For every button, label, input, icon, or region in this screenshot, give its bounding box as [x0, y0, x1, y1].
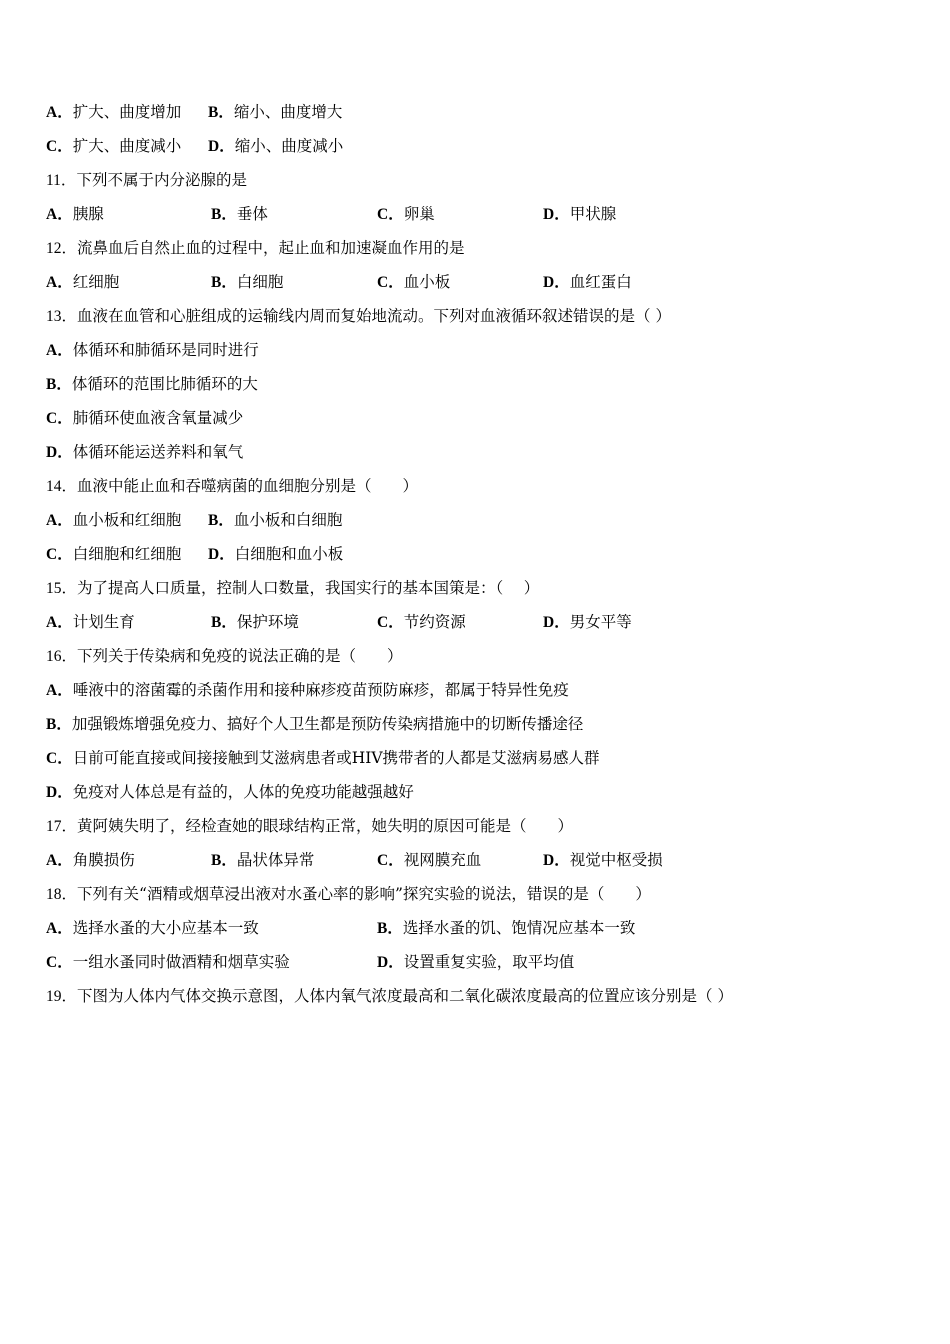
option-label: B． — [208, 512, 234, 529]
q15-option-b — [211, 610, 299, 635]
q16-option-a — [46, 678, 569, 702]
option-label: D． — [208, 546, 235, 563]
q16-option-b — [46, 712, 583, 736]
q16-option-c — [46, 746, 600, 770]
q11-option-c — [377, 202, 435, 227]
q11-option-d — [543, 202, 616, 227]
option-text: 日前可能直接或间接接触到艾滋病患者或HIV携带者的人都是艾滋病易感人群 — [72, 749, 600, 767]
option-label: D． — [377, 954, 404, 971]
option-text: 唾液中的溶菌霉的杀菌作用和接种麻疹疫苗预防麻疹，都属于特异性免疫 — [72, 681, 569, 699]
option-text: 卵巢 — [403, 205, 435, 223]
option-label: D． — [208, 138, 235, 155]
q18-option-d — [377, 950, 574, 975]
question-18 — [46, 882, 651, 906]
option-text: 保护环境 — [236, 613, 299, 631]
option-text: 设置重复实验，取平均值 — [403, 953, 575, 971]
option-label: A． — [46, 682, 73, 699]
q13-option-a — [46, 338, 259, 362]
option-text: 白细胞和红细胞 — [72, 545, 182, 563]
q12-option-b — [211, 270, 283, 295]
question-number: 19． — [46, 988, 78, 1005]
q17-option-a — [46, 848, 135, 873]
option-text: 晶状体异常 — [236, 851, 315, 869]
question-text: 下列不属于内分泌腺的是 — [76, 171, 247, 189]
option-text: 扩大、曲度减小 — [72, 137, 182, 155]
option-label: C． — [377, 274, 404, 291]
question-text: 为了提高人口质量，控制人口数量，我国实行的基本国策是：（ ） — [77, 579, 540, 597]
q11-option-b — [211, 202, 268, 227]
question-13 — [46, 304, 671, 328]
option-label: D． — [543, 614, 570, 631]
option-text: 选择水蚤的大小应基本一致 — [72, 919, 259, 937]
q15-option-c — [377, 610, 466, 635]
option-text: 血小板和红细胞 — [72, 511, 182, 529]
option-label: A． — [46, 274, 73, 291]
option-label: B． — [208, 104, 234, 121]
option-text: 体循环的范围比肺循环的大 — [71, 375, 258, 393]
option-label: C． — [377, 206, 404, 223]
option-text: 缩小、曲度减小 — [234, 137, 344, 155]
question-text: 下列关于传染病和免疫的说法正确的是（ ） — [77, 647, 403, 665]
option-label: B． — [211, 206, 237, 223]
q11-option-a — [46, 202, 104, 227]
question-text: 下列有关“酒精或烟草浸出液对水蚤心率的影响”探究实验的说法，错误的是（ ） — [77, 885, 651, 903]
option-text: 白细胞和血小板 — [234, 545, 344, 563]
q18-option-c — [46, 950, 290, 975]
option-text: 缩小、曲度增大 — [233, 103, 343, 121]
option-text: 角膜损伤 — [72, 851, 135, 869]
option-label: B． — [377, 920, 403, 937]
option-text: 免疫对人体总是有益的，人体的免疫功能越强越好 — [72, 783, 414, 801]
option-text: 选择水蚤的饥、饱情况应基本一致 — [402, 919, 636, 937]
option-text: 血小板和白细胞 — [233, 511, 343, 529]
question-17 — [46, 814, 573, 838]
option-text: 红细胞 — [72, 273, 120, 291]
option-label: A． — [46, 512, 73, 529]
question-text: 流鼻血后自然止血的过程中，起止血和加速凝血作用的是 — [77, 239, 465, 257]
option-text: 一组水蚤同时做酒精和烟草实验 — [72, 953, 290, 971]
question-number: 17． — [46, 818, 78, 835]
option-label: C． — [46, 546, 73, 563]
question-12 — [46, 236, 465, 260]
question-text: 黄阿姨失明了，经检查她的眼球结构正常，她失明的原因可能是（ ） — [77, 817, 574, 835]
question-number: 16． — [46, 648, 78, 665]
option-label: D． — [46, 444, 73, 461]
q17-option-d — [543, 848, 663, 873]
question-16 — [46, 644, 403, 668]
option-text: 视觉中枢受损 — [569, 851, 663, 869]
option-label: D． — [543, 852, 570, 869]
option-label: A． — [46, 852, 73, 869]
q17-option-b — [211, 848, 314, 873]
question-text: 血液在血管和心脏组成的运输线内周而复始地流动。下列对血液循环叙述错误的是（ ） — [77, 307, 671, 325]
option-label: B． — [211, 852, 237, 869]
question-number: 14． — [46, 478, 78, 495]
option-text: 体循环能运送养料和氧气 — [72, 443, 244, 461]
option-label: D． — [46, 784, 73, 801]
option-text: 白细胞 — [236, 273, 284, 291]
q13-option-c — [46, 406, 243, 430]
q14-option-a — [46, 508, 181, 533]
question-number: 15． — [46, 580, 78, 597]
q18-option-a — [46, 916, 259, 941]
option-label: C． — [377, 614, 404, 631]
option-label: A． — [46, 342, 73, 359]
q10-option-c — [46, 134, 181, 159]
question-14 — [46, 474, 418, 498]
option-label: C． — [46, 410, 73, 427]
q12-option-d — [543, 270, 632, 295]
option-text: 血小板 — [403, 273, 451, 291]
question-15 — [46, 576, 539, 600]
option-label: C． — [46, 138, 73, 155]
option-label: C． — [46, 954, 73, 971]
q14-option-c — [46, 542, 181, 567]
q12-option-a — [46, 270, 119, 295]
question-number: 11． — [46, 172, 77, 189]
question-text: 血液中能止血和吞噬病菌的血细胞分别是（ ） — [77, 477, 419, 495]
option-label: B． — [211, 274, 237, 291]
option-text: 视网膜充血 — [403, 851, 482, 869]
option-label: A． — [46, 920, 73, 937]
q14-option-d — [208, 542, 343, 567]
q13-option-b — [46, 372, 258, 396]
option-label: B． — [46, 716, 72, 733]
option-text: 计划生育 — [72, 613, 135, 631]
question-number: 13． — [46, 308, 78, 325]
option-label: C． — [377, 852, 404, 869]
option-text: 肺循环使血液含氧量减少 — [72, 409, 244, 427]
q18-option-b — [377, 916, 635, 941]
q15-option-a — [46, 610, 135, 635]
q10-option-d — [208, 134, 343, 159]
q10-option-b — [208, 100, 342, 125]
q16-option-d — [46, 780, 414, 804]
option-text: 体循环和肺循环是同时进行 — [72, 341, 259, 359]
option-text: 甲状腺 — [569, 205, 617, 223]
option-text: 男女平等 — [569, 613, 632, 631]
option-text: 胰腺 — [72, 205, 104, 223]
option-text: 加强锻炼增强免疫力、搞好个人卫生都是预防传染病措施中的切断传播途径 — [71, 715, 584, 733]
option-label: A． — [46, 104, 73, 121]
option-label: D． — [543, 274, 570, 291]
question-11 — [46, 168, 247, 192]
q14-option-b — [208, 508, 342, 533]
option-text: 垂体 — [236, 205, 268, 223]
q12-option-c — [377, 270, 450, 295]
option-label: B． — [46, 376, 72, 393]
option-label: A． — [46, 206, 73, 223]
option-label: B． — [211, 614, 237, 631]
question-19 — [46, 984, 733, 1008]
option-text: 扩大、曲度增加 — [72, 103, 182, 121]
option-text: 节约资源 — [403, 613, 466, 631]
question-number: 18． — [46, 886, 78, 903]
q15-option-d — [543, 610, 632, 635]
q13-option-d — [46, 440, 243, 464]
option-label: D． — [543, 206, 570, 223]
option-text: 血红蛋白 — [569, 273, 632, 291]
question-text: 下图为人体内气体交换示意图，人体内氧气浓度最高和二氧化碳浓度最高的位置应该分别是（ ） — [77, 987, 733, 1005]
q10-option-a — [46, 100, 181, 125]
option-label: C． — [46, 750, 73, 767]
question-number: 12． — [46, 240, 78, 257]
q17-option-c — [377, 848, 481, 873]
option-label: A． — [46, 614, 73, 631]
